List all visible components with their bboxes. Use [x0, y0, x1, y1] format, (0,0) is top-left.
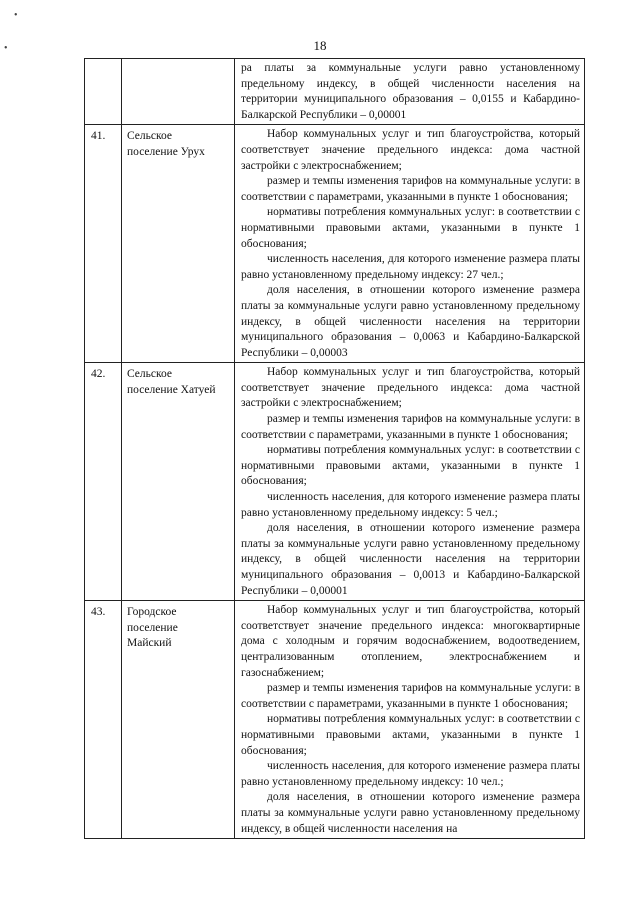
row-number: 41. [85, 125, 122, 363]
description-paragraph: нормативы потребления коммунальных услуг: в соответствии с нормативными правовыми актами, указанными в пункте 1 обоснования; [241, 444, 580, 488]
settlement-name-line: Городское [127, 606, 177, 619]
table-row [85, 125, 585, 363]
description-paragraph: размер и темпы изменения тарифов на коммунальные услуги: в соответствии с параметрами, указанными в пункте 1 обоснования; [241, 175, 580, 203]
description-paragraph: ра платы за коммунальные услуги равно установленному предельному индексу, в общей численности населения на территории муниципального образования – 0,0155 и Кабардино-Балкарской Республики – 0,00001 [241, 62, 580, 121]
description-cell [235, 59, 585, 125]
description-paragraph: доля населения, в отношении которого изменение размера платы за коммунальные услуги равно установленному предельному индексу, в общей численности населения на [241, 791, 580, 835]
description-paragraph: доля населения, в отношении которого изменение размера платы за коммунальные услуги равно установленному предельному индексу, в общей численности населения на территории муниципального образования – 0,0063 и Кабардино-Балкарской Республики – 0,00003 [241, 284, 580, 359]
row-number: 43. [85, 601, 122, 839]
description-paragraph: численность населения, для которого изменение размера платы равно установленному предельному индексу: 10 чел.; [241, 760, 580, 788]
description-paragraph: Набор коммунальных услуг и тип благоустройства, который соответствует значение предельного индекса: дома частной застройки с электроснабжением; [241, 128, 580, 172]
settlement-name-line: Майский [127, 637, 172, 650]
description-cell [235, 363, 585, 601]
table-row [85, 59, 585, 125]
table-row [85, 363, 585, 601]
description-paragraph: нормативы потребления коммунальных услуг: в соответствии с нормативными правовыми актами, указанными в пункте 1 обоснования; [241, 206, 580, 250]
settlement-name [122, 125, 235, 363]
settlement-name-line: Сельское [127, 368, 173, 381]
settlement-name-line: поселение Хатуей [127, 383, 216, 396]
description-cell [235, 601, 585, 839]
table-body [85, 59, 585, 839]
row-number: 42. [85, 363, 122, 601]
scan-mark: • [4, 43, 8, 54]
page-number: 18 [313, 38, 327, 53]
description-paragraph: доля населения, в отношении которого изменение размера платы за коммунальные услуги равно установленному предельному индексу, в общей численности населения на территории муниципального образования – 0,0013 и Кабардино-Балкарской Республики – 0,00001 [241, 522, 580, 597]
table-row [85, 601, 585, 839]
settlement-name-line: поселение [127, 621, 178, 634]
description-paragraph: численность населения, для которого изменение размера платы равно установленному предельному индексу: 5 чел.; [241, 491, 580, 519]
settlement-name [122, 601, 235, 839]
description-paragraph: нормативы потребления коммунальных услуг: в соответствии с нормативными правовыми актами, указанными в пункте 1 обоснования; [241, 713, 580, 757]
description-paragraph: Набор коммунальных услуг и тип благоустройства, который соответствует значение предельного индекса: многоквартирные дома с холодным и горячим водоснабжением, водоотведением, централизованным отоплением, электроснабжением и газоснабжением; [241, 604, 580, 679]
description-paragraph: размер и темпы изменения тарифов на коммунальные услуги: в соответствии с параметрами, указанными в пункте 1 обоснования; [241, 413, 580, 441]
scan-mark: • [14, 10, 18, 21]
description-paragraph: Набор коммунальных услуг и тип благоустройства, который соответствует значение предельного индекса: дома частной застройки с электроснабжением; [241, 366, 580, 410]
settlement-name [122, 363, 235, 601]
description-cell [235, 125, 585, 363]
settlement-name [122, 59, 235, 125]
document-table [84, 58, 585, 839]
settlement-name-line: поселение Урух [127, 145, 205, 158]
description-paragraph: численность населения, для которого изменение размера платы равно установленному предельному индексу: 27 чел.; [241, 253, 580, 281]
settlement-name-line: Сельское [127, 130, 173, 143]
row-number [85, 59, 122, 125]
description-paragraph: размер и темпы изменения тарифов на коммунальные услуги: в соответствии с параметрами, указанными в пункте 1 обоснования; [241, 682, 580, 710]
